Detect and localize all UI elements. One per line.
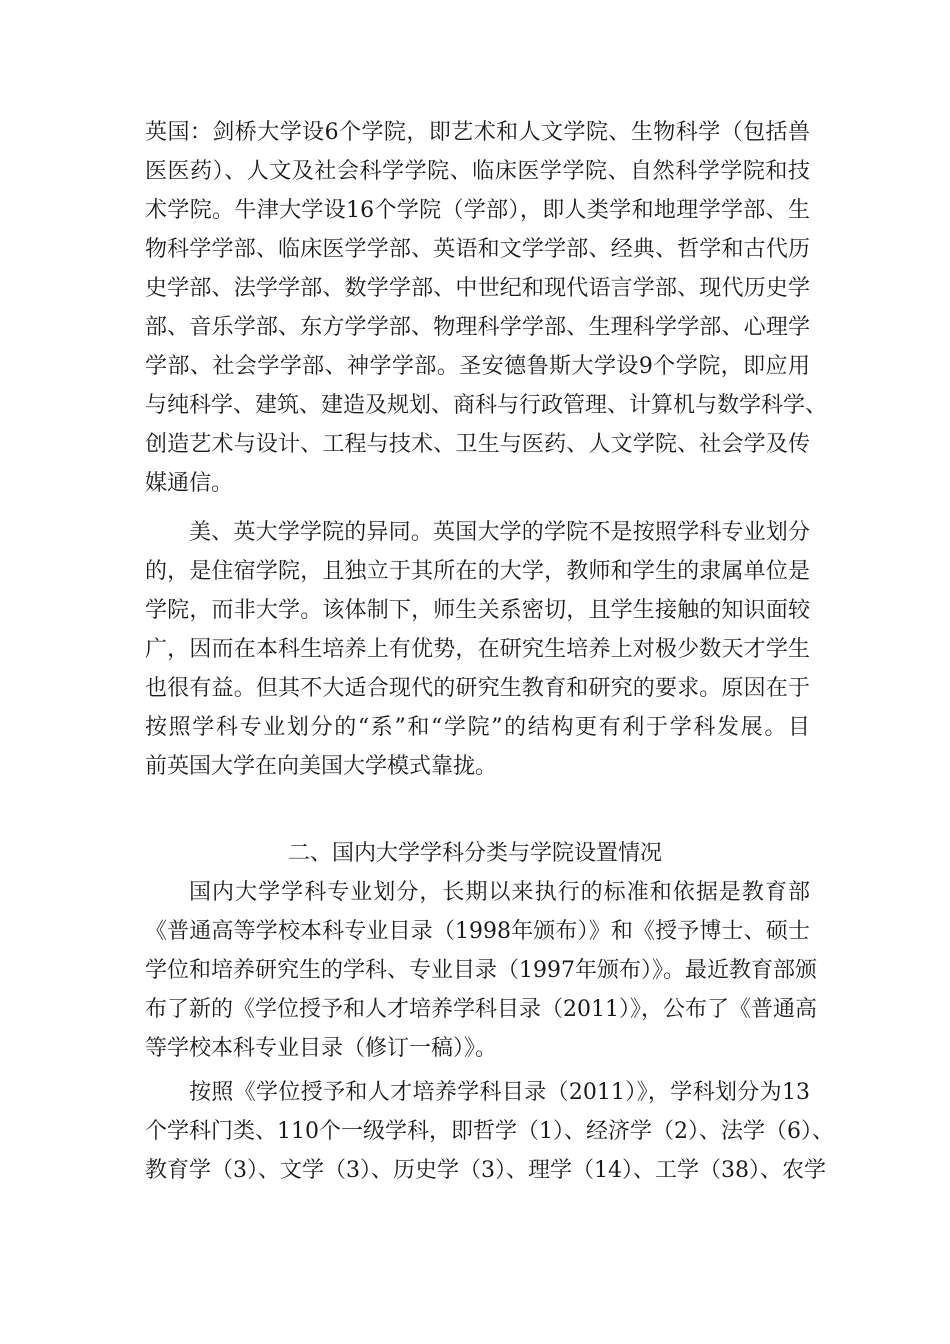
- text-line: 美、英大学学院的异同。英国大学的学院不是按照学科专业划分: [189, 520, 810, 545]
- text-line: 前英国大学在向美国大学模式靠拢。: [145, 754, 498, 779]
- text-line: 媒通信。: [145, 471, 234, 496]
- text-line: 也很有益。但其不大适合现代的研究生教育和研究的要求。原因在于: [145, 676, 810, 701]
- text-line: 国内大学学科专业划分，长期以来执行的标准和依据是教育部: [189, 880, 810, 905]
- text-line: 学部、社会学学部、神学学部。圣安德鲁斯大学设9个学院，即应用: [145, 354, 810, 379]
- text-line: 学院，而非大学。该体制下，师生关系密切，且学生接触的知识面较: [145, 598, 810, 623]
- text-line: 创造艺术与设计、工程与技术、卫生与医药、人文学院、社会学及传: [145, 432, 810, 457]
- section-heading: 二、国内大学学科分类与学院设置情况: [287, 841, 662, 866]
- text-line: 按照《学位授予和人才培养学科目录（2011）》，学科划分为13: [189, 1080, 810, 1105]
- text-line: 史学部、法学学部、数学学部、中世纪和现代语言学部、现代历史学: [145, 276, 810, 301]
- text-line: 术学院。牛津大学设16个学院（学部），即人类学和地理学学部、生: [145, 198, 810, 223]
- text-line: 部、音乐学部、东方学学部、物理科学学部、生理科学学部、心理学: [145, 315, 810, 340]
- text-line: 物科学学部、临床医学学部、英语和文学学部、经典、哲学和古代历: [145, 237, 810, 262]
- text-line: 医医药）、人文及社会科学学院、临床医学学院、自然科学学院和技: [145, 159, 810, 184]
- text-line: 等学校本科专业目录（修订一稿）》。: [145, 1036, 498, 1061]
- text-line: 布了新的《学位授予和人才培养学科目录（2011）》，公布了《普通高: [145, 997, 817, 1022]
- text-line: 的，是住宿学院，且独立于其所在的大学，教师和学生的隶属单位是: [145, 559, 810, 584]
- text-line: 广，因而在本科生培养上有优势，在研究生培养上对极少数天才学生: [145, 637, 810, 662]
- text-line: 学位和培养研究生的学科、专业目录（1997年颁布）》。最近教育部颁: [145, 958, 817, 983]
- text-line: 个学科门类、110个一级学科，即哲学（1）、经济学（2）、法学（6）、: [145, 1119, 834, 1144]
- text-line: 英国：剑桥大学设6个学院，即艺术和人文学院、生物科学（包括兽: [145, 120, 810, 145]
- text-line: 按照学科专业划分的“系”和“学院”的结构更有利于学科发展。目: [145, 715, 810, 740]
- text-line: 与纯科学、建筑、建造及规划、商科与行政管理、计算机与数学科学、: [145, 393, 828, 418]
- text-line: 教育学（3）、文学（3）、历史学（3）、理学（14）、工学（38）、农学: [145, 1158, 826, 1183]
- text-line: 《普通高等学校本科专业目录（1998年颁布）》和《授予博士、硕士: [145, 919, 810, 944]
